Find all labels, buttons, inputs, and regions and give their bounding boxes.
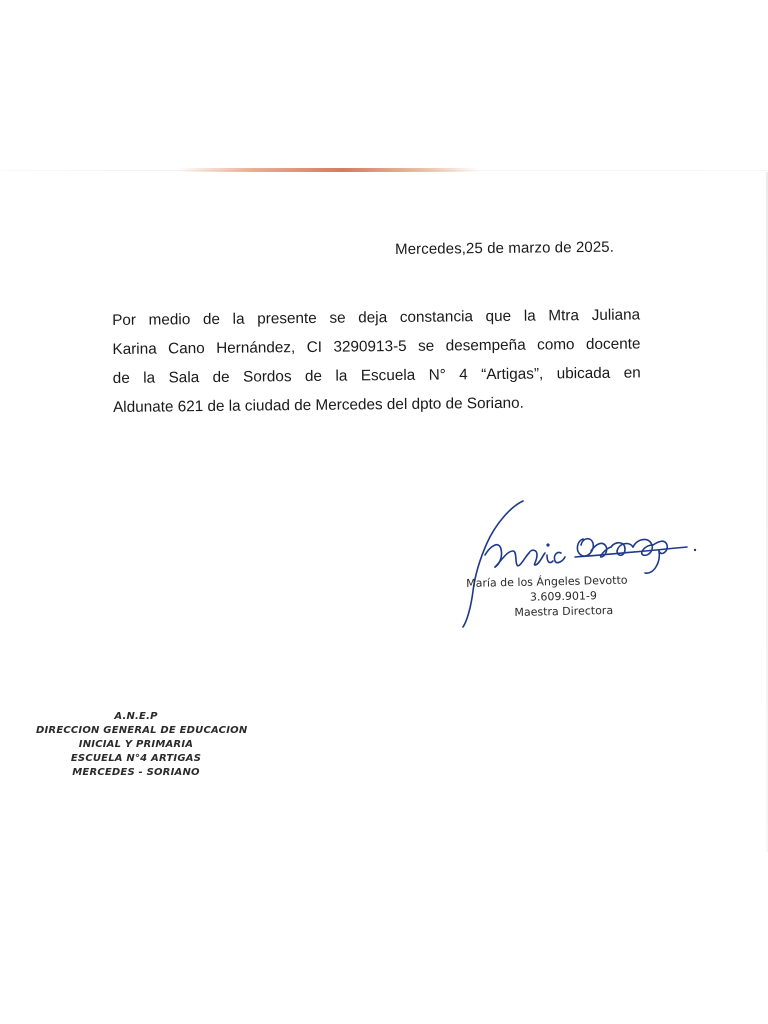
school-stamp-line: INICIAL Y PRIMARIA	[78, 739, 194, 750]
paper-streak	[178, 168, 478, 172]
school-stamp-line: ESCUELA N°4 ARTIGAS	[70, 753, 202, 764]
director-role: Maestra Directora	[514, 603, 614, 619]
document-date: Mercedes,25 de marzo de 2025.	[395, 238, 615, 258]
director-id-number: 3.609.901-9	[529, 589, 598, 604]
school-stamp	[36, 710, 248, 780]
school-stamp-line: DIRECCION GENERAL DE EDUCACION	[36, 725, 248, 736]
body-line: Por medio de la presente se deja constancia que la Mtra Juliana	[112, 306, 641, 329]
school-stamp-line: A.N.E.P	[114, 711, 158, 722]
body-line: de la Sala de Sordos de la Escuela N° 4 “Artigas”, ubicada en	[112, 364, 641, 387]
body-line: Karina Cano Hernández, CI 3290913-5 se desempeña como docente	[112, 335, 641, 358]
director-stamp	[466, 572, 667, 621]
school-stamp-line: MERCEDES - SORIANO	[72, 767, 200, 778]
document-body	[112, 300, 641, 422]
director-name: María de los Ángeles Devotto	[466, 573, 628, 590]
body-line: Aldunate 621 de la ciudad de Mercedes del dpto de Soriano.	[112, 394, 524, 416]
